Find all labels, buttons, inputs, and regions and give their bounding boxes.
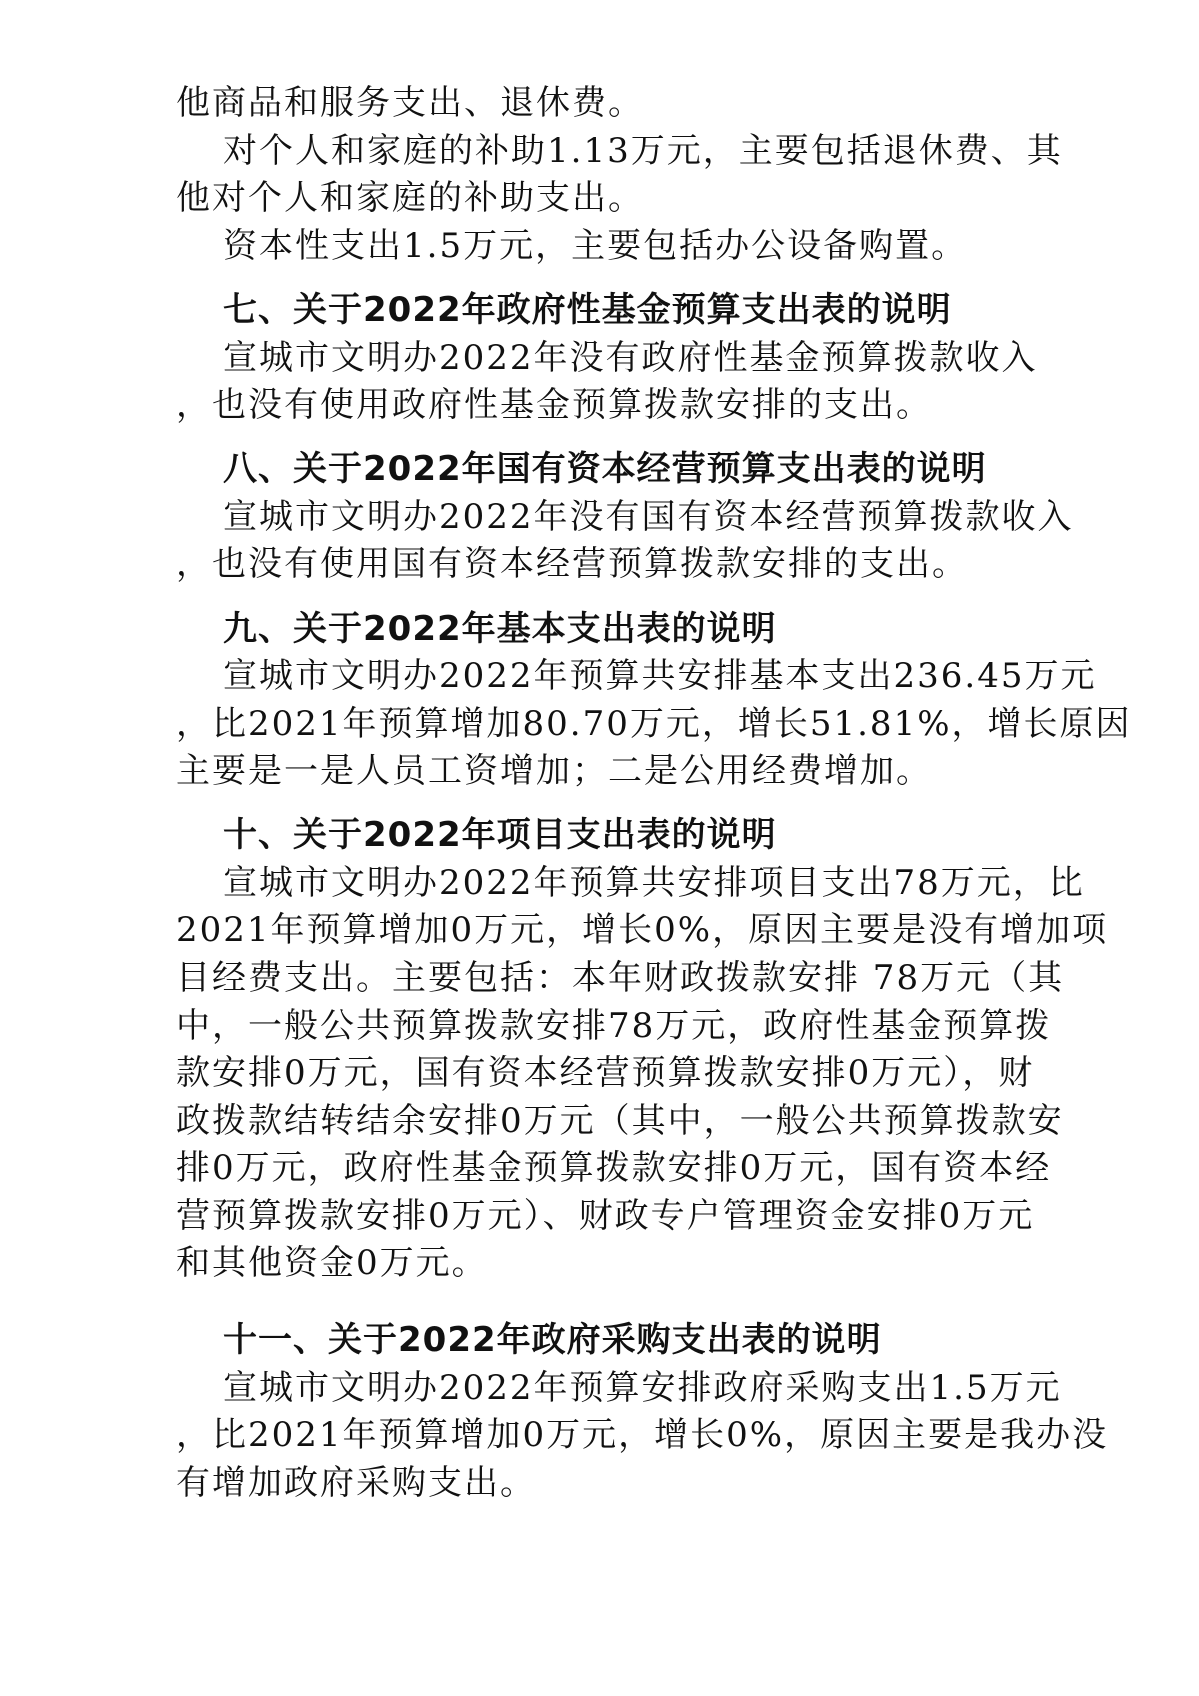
paragraph-line: ，也没有使用政府性基金预算拨款安排的支出。 xyxy=(176,385,932,425)
paragraph-line: 款安排0万元，国有资本经营预算拨款安排0万元），财 xyxy=(176,1053,1035,1093)
paragraph-line: 他对个人和家庭的补助支出。 xyxy=(176,178,644,218)
paragraph-line: 宣城市文明办2022年预算共安排项目支出78万元，比 xyxy=(223,863,1085,903)
section-heading: 八、关于2022年国有资本经营预算支出表的说明 xyxy=(223,449,987,489)
section-heading: 十、关于2022年项目支出表的说明 xyxy=(223,815,777,855)
paragraph-line: 营预算拨款安排0万元）、财政专户管理资金安排0万元 xyxy=(176,1196,1035,1236)
paragraph-line: ，比2021年预算增加0万元，增长0%，原因主要是我办没 xyxy=(176,1415,1109,1455)
paragraph-line: 宣城市文明办2022年没有国有资本经营预算拨款收入 xyxy=(223,497,1074,537)
paragraph-line: 中，一般公共预算拨款安排78万元，政府性基金预算拨 xyxy=(176,1006,1052,1046)
paragraph-line: 政拨款结转结余安排0万元（其中，一般公共预算拨款安 xyxy=(176,1101,1064,1141)
paragraph-line: 对个人和家庭的补助1.13万元，主要包括退休费、其 xyxy=(223,131,1063,171)
paragraph-line: ，比2021年预算增加80.70万元，增长51.81%，增长原因 xyxy=(176,704,1132,744)
paragraph-line: 排0万元，政府性基金预算拨款安排0万元，国有资本经 xyxy=(176,1148,1052,1188)
section-heading: 七、关于2022年政府性基金预算支出表的说明 xyxy=(223,290,952,330)
paragraph-line: 他商品和服务支出、退休费。 xyxy=(176,83,644,123)
paragraph-line: 有增加政府采购支出。 xyxy=(176,1463,536,1503)
paragraph-line: 主要是一是人员工资增加；二是公用经费增加。 xyxy=(176,751,932,791)
paragraph-line: 资本性支出1.5万元，主要包括办公设备购置。 xyxy=(223,226,968,266)
paragraph-line: 宣城市文明办2022年预算共安排基本支出236.45万元 xyxy=(223,656,1097,696)
paragraph-line: 2021年预算增加0万元，增长0%，原因主要是没有增加项 xyxy=(176,910,1109,950)
paragraph-line: ，也没有使用国有资本经营预算拨款安排的支出。 xyxy=(176,544,968,584)
paragraph-line: 宣城市文明办2022年没有政府性基金预算拨款收入 xyxy=(223,338,1038,378)
paragraph-line: 宣城市文明办2022年预算安排政府采购支出1.5万元 xyxy=(223,1368,1062,1408)
paragraph-line: 和其他资金0万元。 xyxy=(176,1243,488,1283)
section-heading: 十一、关于2022年政府采购支出表的说明 xyxy=(223,1320,882,1360)
section-heading: 九、关于2022年基本支出表的说明 xyxy=(223,609,777,649)
paragraph-line: 目经费支出。主要包括：本年财政拨款安排 78万元（其 xyxy=(176,958,1065,998)
